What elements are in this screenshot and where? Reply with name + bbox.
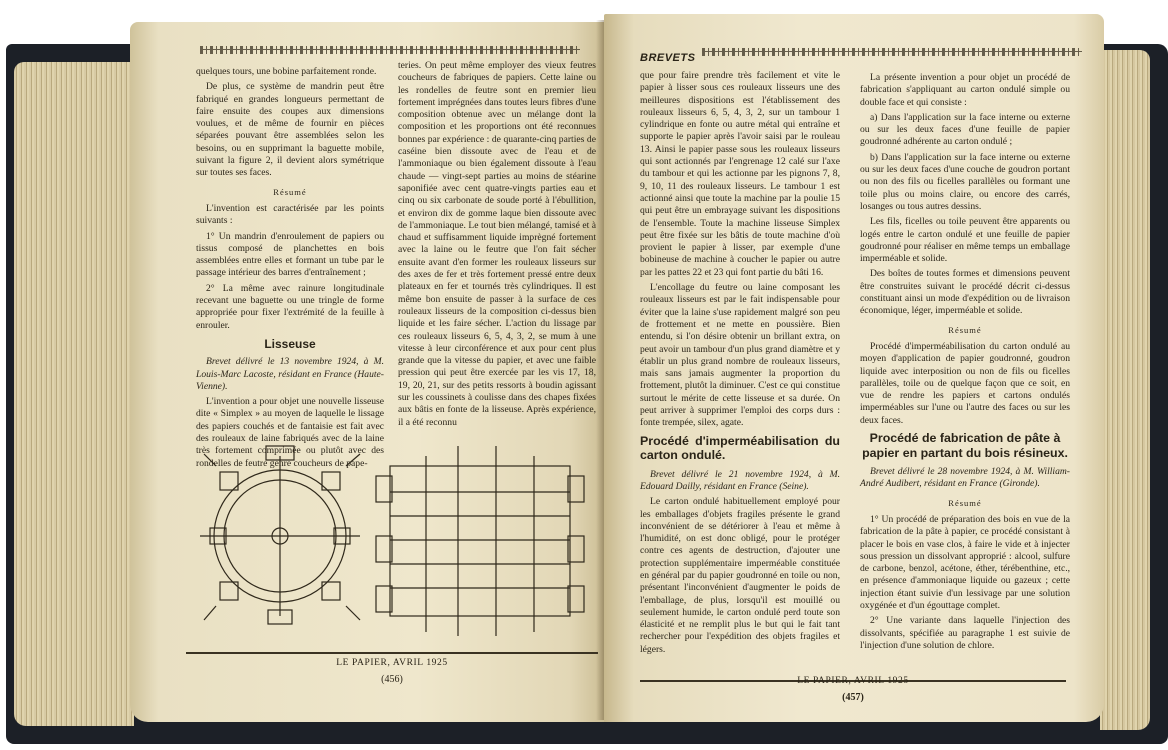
page-edges-right <box>1100 50 1150 730</box>
section-heading: Procédé d'imperméabilisation du carton ondulé. <box>640 433 840 463</box>
paragraph: De plus, ce système de mandrin peut être fabriqué en grandes longueurs permettant de faire ensuite des coupes aux dimensions voulues, et de même de fournir en pièces séparées pouvant être assemblées selon les besoins, ou en supprimant la baguette mobile, suivant la figure 2, il devient alors symétrique sur toutes ses faces. <box>196 81 384 179</box>
brevet-line: Brevet délivré le 21 novembre 1924, à M. Edouard Dailly, résidant en France (Seine). <box>640 468 840 492</box>
paragraph: L'invention est caractérisée par les points suivants : <box>196 202 384 227</box>
running-head: BREVETS <box>640 52 696 64</box>
section-heading: Lisseuse <box>264 336 316 351</box>
page-edges-left <box>14 62 134 726</box>
paragraph: 2° La même avec rainure longitudinale recevant une baguette ou une tringle de forme appropriée pour fixer l'extrémité de la feuille à enrouler. <box>196 282 384 331</box>
left-col-2 <box>398 60 596 432</box>
paragraph: 2° Une variante dans laquelle l'injection des dissolvants, spécifiée au paragraphe 1 est suivie de l'injection d'une solution de chlore. <box>860 615 1070 651</box>
paragraph: Le carton ondulé habituellement employé pour les emballages d'objets fragiles présente le grand inconvénient de se détériorer à l'eau et même à l'humidité, on est donc obligé, pour le protéger contre ces agents de destruction, d'ajouter une protection supplémentaire imperméable constituée en général par du papier goudronné en toile ou non, présentant l'inconvénient d'augmenter le poids de l'emballage, de plus, lorsqu'il est mouillé ou seulement humide, le carton ondulé perd toute son élasticité et ne remplit plus le but qui le fait tant rechercher pour l'expédition des objets fragiles et légers. <box>640 496 840 655</box>
machine-drawing-figure <box>196 436 596 644</box>
right-footer: LE PAPIER, AVRIL 1925 <box>797 676 909 686</box>
paragraph: 1° Un procédé de préparation des bois en vue de la fabrication de la pâte à papier, ce procédé consistant à placer le bois en vase clos, à faire le vide et à injecter sous pression un dissolvant approprié : alcool, sulfure de carbone, benzol, acétone, éther, térébenthine, etc., en présence d'ammoniaque liquide ou gazeux ; cette injection étant suivie d'un lessivage par une solution oxygénée et d'un égouttage complet. <box>860 513 1070 611</box>
right-page-number: (457) <box>842 692 864 703</box>
paragraph: La présente invention a pour objet un procédé de fabrication s'appliquant au carton ondulé simple ou double face et qui consiste : <box>860 72 1070 108</box>
left-header-ornament <box>200 46 580 54</box>
left-footer: LE PAPIER, AVRIL 1925 <box>336 658 448 668</box>
section-heading: Procédé de fabrication de pâte à papier en partant du bois résineux. <box>862 431 1068 460</box>
paragraph: Les fils, ficelles ou toile peuvent être apparents ou logés entre le carton ondulé et une feuille de papier goudronné pour réaliser en même temps un emballage imperméable et solide. <box>860 216 1070 265</box>
left-footer-rule <box>186 652 598 654</box>
resume-heading: Résumé <box>948 497 982 508</box>
paragraph: quelques tours, une bobine parfaitement ronde. <box>196 66 377 77</box>
paragraph: L'invention a pour objet une nouvelle lisseuse dite « Simplex » au moyen de laquelle le lissage des papiers couchés et de fantaisie est fait avec des rouleaux de laine fabriqués avec de la laine très fortement comprimée ou plutôt avec des rondelles de feutre genre coucheurs de pape- <box>196 396 384 469</box>
paragraph: que pour faire prendre très facilement et vite le papier à lisser sous ces rouleaux lisseurs une des meilleures dispositions est l'établissement des rouleaux lisseurs 6, 5, 4, 3, 2, sur un tambour 1 cylindrique en fonte ou autre métal qui entraîne et supporte le papier après l'avoir saisi par le rouleau 13. Ainsi le papier passe sous les rouleaux lisseurs qui sont actionnés par l'engrenage 12 calé sur l'axe du tambour et qui les actionne par les pignons 7, 8, 9, 10, 11 des rouleaux lisseurs. Le tambour 1 est actionné ainsi que toute la machine par la poulie 15 qui peut être un embrayage suivant les dispositions de l'ensemble. Toute la machine lisseuse Simplex peut être fixée sur les bâtis de toute machine d'où provient le papier à lisser, par exemple d'une bobineuse de machine à coucher le papier ou autre par les pattes 22 et 23 qui font partie du bâti 16. <box>640 70 840 278</box>
right-col-2 <box>860 72 1070 655</box>
left-col-1 <box>196 66 384 473</box>
paragraph: Des boîtes de toutes formes et dimensions peuvent être construites suivant le procédé décrit ci-dessus constituant ainsi un mode d'expédition ou de livraison économique, léger, imperméable et solide. <box>860 268 1070 317</box>
brevet-line: Brevet délivré le 28 novembre 1924, à M. William-André Audibert, résidant en France (Gironde). <box>860 466 1070 490</box>
paragraph: Procédé d'imperméabilisation du carton ondulé au moyen d'application de papier goudronné, goudron liquide avec interposition ou non de fils ou ficelles parallèles, toile ou de quelque façon que ce soit, en vue de rendre les papiers et cartons ondulés imperméables sur l'une ou l'autre des faces ou sur les deux faces. <box>860 340 1070 426</box>
paragraph: b) Dans l'application sur la face interne ou externe ou sur les deux faces d'une couche de goudron portant ou non des fils ou ficelles parallèles ou formant une toile plus ou moins claire, ou encore des carrés, losanges ou tous autres dessins. <box>860 151 1070 212</box>
paragraph: teries. On peut même employer des vieux feutres coucheurs de fabriques de papiers. Cette laine ou les rondelles de feutre sont en premier lieu fortement imprégnées dans toutes leurs fibres d'une composition obtenue avec un mélange dont la composition et les proportions ont été reconnues bonnes par expérience : de quarante-cinq parties de caséine bien dissoute avec de l'eau et de l'ammoniaque ou bien également dissoute à l'eau chaude — vingt-sept parties au moins de stéarine saponifiée avec cent quatre-vingts parties eau et cinq ou six carbonate de soude porté à l'ébullition, et environ dix de gomme laque bien dissoute avec de l'ammoniaque. Le tout bien mélangé, tamisé et à chaud et suffisamment liquide imprègné fortement avec la laine ou le feutre que l'on fait sécher ensuite avant d'en former les rouleaux lisseurs sur des axes de fer et très fortement pressé entre deux plateaux en fer et tournés très cylindriques. Il est même bon ensuite de passer à la surface de ces rouleaux lisseurs de la composition ci-dessus bien liquide et les faire sécher. L'action du lissage par ces rouleaux lisseurs 6, 5, 4, 3, 2, se mum à une vitesse à leur circonférence et aux pour cent plus grande que la vitesse du papier, et avec une faible pression qui peut être exercée par les vis 17, 18, 19, 20, 21, sur des petits ressorts à boudin agissant sur les coussinets à coulisse dans des chapes fixées aux bâtis en fonte de la lisseuse. Après expérience, il a été reconnu <box>398 60 596 428</box>
resume-heading: Résumé <box>273 186 307 197</box>
right-header-ornament <box>702 48 1082 56</box>
paragraph: a) Dans l'application sur la face interne ou externe ou sur les deux faces d'une feuille de papier goudronné adhérente au carton ondulé ; <box>860 111 1070 148</box>
paragraph: L'encollage du feutre ou laine composant les rouleaux lisseurs est par le fait indispensable pour éviter que la laine s'use rapidement malgré son peu de frottement et ne mette en poussière. Bien entendu, si l'on désire obtenir un brillant extra, on peut avoir un tambour d'un plus grand diamètre et y établir un plus grand nombre de rouleaux lisseurs, mais sans jamais augmenter la proportion du frottement, plutôt la diminuer. C'est ce qui constitue surtout le mérite de cette lisseuse et sa durée. On peut arriver à supprimer l'emploi des corps durs : fonte trempée, silex, agate. <box>640 282 840 429</box>
paragraph: 1° Un mandrin d'enroulement de papiers ou tissus composé de planchettes en bois assemblées entre elles et formant un tube par le passage intérieur des barres d'entraînement ; <box>196 230 384 279</box>
left-page-number: (456) <box>381 674 403 685</box>
resume-heading: Résumé <box>948 324 982 335</box>
brevet-line: Brevet délivré le 13 novembre 1924, à M. Louis-Marc Lacoste, résidant en France (Haute-Vienne). <box>196 356 384 392</box>
right-col-1 <box>640 70 840 659</box>
